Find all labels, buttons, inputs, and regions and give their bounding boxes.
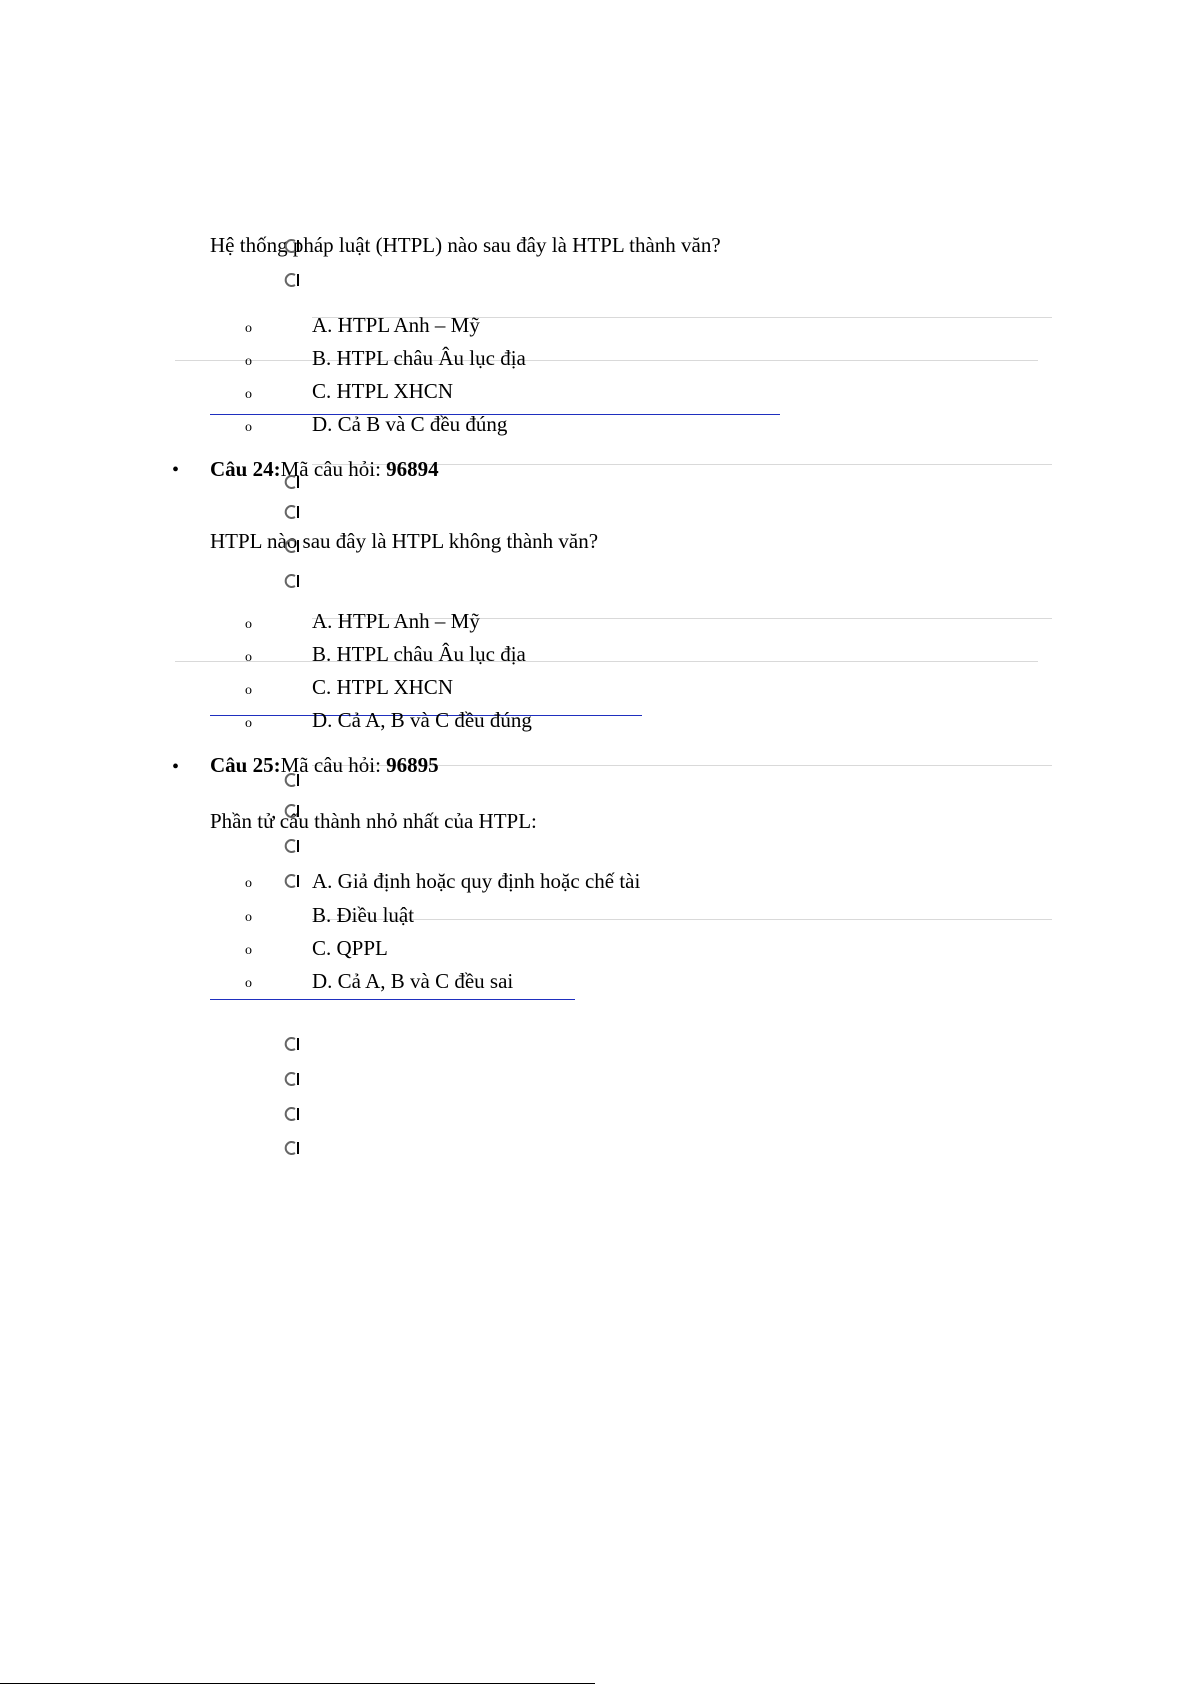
q25-option-a[interactable]: A. Giả định hoặc quy định hoặc chế tài — [312, 869, 641, 893]
radio-icon[interactable] — [284, 538, 300, 554]
q25-option-c[interactable]: C. QPPL — [312, 936, 388, 960]
radio-icon[interactable] — [284, 873, 300, 889]
q23-option-c[interactable]: C. HTPL XHCN — [312, 379, 453, 403]
radio-icon[interactable] — [284, 238, 300, 254]
q25-label: Câu 25: — [210, 753, 281, 777]
sub-bullet: o — [245, 910, 252, 925]
q24-question-text: HTPL nào sau đây là HTPL không thành văn? — [210, 529, 599, 553]
sub-bullet: o — [245, 943, 252, 958]
q24-header — [210, 457, 439, 481]
q23-question-text: Hệ thống pháp luật (HTPL) nào sau đây là HTPL thành văn? — [210, 233, 721, 257]
q25-option-b[interactable]: B. Điều luật — [312, 903, 415, 927]
q24-option-c[interactable]: C. HTPL XHCN — [312, 675, 453, 699]
sub-bullet: o — [245, 617, 252, 632]
divider — [175, 360, 1038, 361]
q23-option-b[interactable]: B. HTPL châu Âu lục địa — [312, 346, 526, 370]
radio-icon[interactable] — [284, 573, 300, 589]
q23-option-a[interactable]: A. HTPL Anh – Mỹ — [312, 313, 480, 337]
q25-code-label: Mã câu hỏi: — [280, 753, 387, 777]
q24-code-label: Mã câu hỏi: — [280, 457, 387, 481]
sub-bullet: o — [245, 976, 252, 991]
radio-icon[interactable] — [284, 1106, 300, 1122]
sub-bullet: o — [245, 716, 252, 731]
divider — [312, 919, 1052, 920]
sub-bullet: o — [245, 683, 252, 698]
q25-option-d[interactable]: D. Cả A, B và C đều sai — [312, 969, 514, 993]
q24-option-b[interactable]: B. HTPL châu Âu lục địa — [312, 642, 526, 666]
list-bullet: • — [172, 459, 180, 481]
list-bullet: • — [172, 756, 180, 778]
answer-underline — [210, 999, 575, 1000]
q24-label: Câu 24: — [210, 457, 281, 481]
radio-icon[interactable] — [284, 772, 300, 788]
q25-header — [210, 753, 439, 777]
q24-option-a[interactable]: A. HTPL Anh – Mỹ — [312, 609, 480, 633]
divider — [175, 661, 1038, 662]
radio-icon[interactable] — [284, 1036, 300, 1052]
sub-bullet: o — [245, 876, 252, 891]
sub-bullet: o — [245, 354, 252, 369]
radio-icon[interactable] — [284, 1140, 300, 1156]
radio-icon[interactable] — [284, 504, 300, 520]
sub-bullet: o — [245, 420, 252, 435]
q23-option-d[interactable]: D. Cả B và C đều đúng — [312, 412, 508, 436]
sub-bullet: o — [245, 387, 252, 402]
q25-question-text: Phần tử cấu thành nhỏ nhất của HTPL: — [210, 809, 537, 833]
sub-bullet: o — [245, 650, 252, 665]
sub-bullet: o — [245, 321, 252, 336]
radio-icon[interactable] — [284, 838, 300, 854]
q25-code: 96895 — [386, 753, 439, 777]
radio-icon[interactable] — [284, 1071, 300, 1087]
q24-option-d[interactable]: D. Cả A, B và C đều đúng — [312, 708, 532, 732]
radio-icon[interactable] — [284, 272, 300, 288]
q24-code: 96894 — [386, 457, 439, 481]
radio-icon[interactable] — [284, 474, 300, 490]
footer-line — [0, 1683, 595, 1684]
